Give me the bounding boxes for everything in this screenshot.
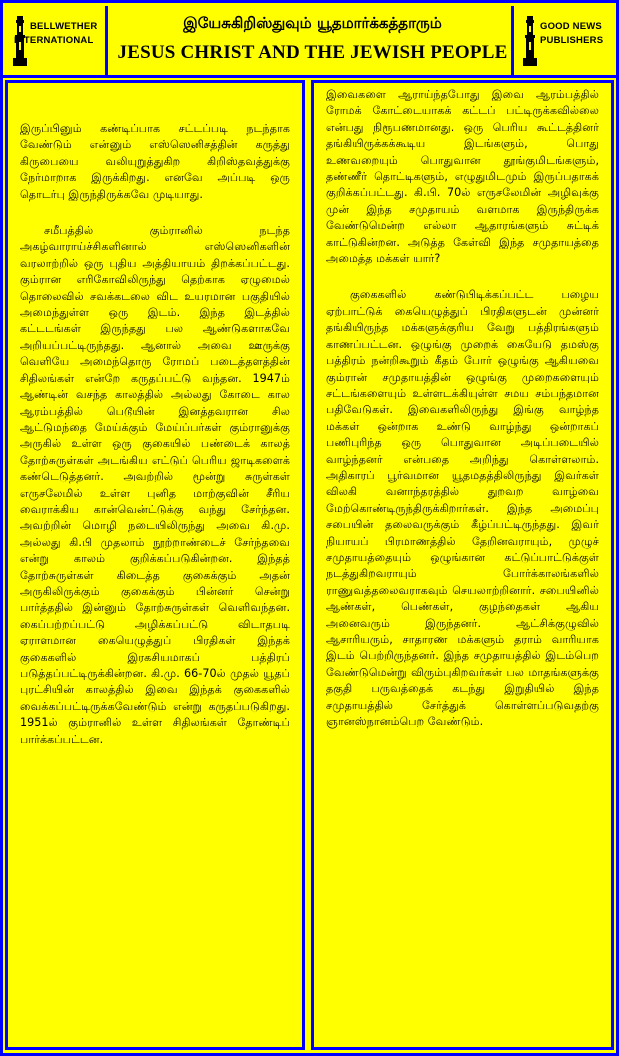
title-tamil: இயேசுகிறிஸ்துவும் யூதமார்க்கத்தாரும் <box>183 14 442 32</box>
right-column <box>311 80 614 1050</box>
left-paragraph-2: சமீபத்தில் கும்ரானில் நடந்த அகழ்வாராய்ச்சிகளினால் எஸ்ஸெனிகளின் வரலாற்றில் ஒரு புதிய அத்தியாயம் திறக்கப்பட்டது. கும்ரான எரிகோவிலிருந்து தெற்காக ஏழுமைல் தொலைவில் சவக்கடலை விட உயரமான பகுதியில் அமைந்துள்ள ஒரு இடம். இந்த இடத்தில் கட்டடங்கள் இருந்தது பல ஆண்டுகளாகவே அறியப்பட்டிருந்தது. ஆனால் அவை ஊருக்கு வெளியே அமைந்தொரு ரோமப் படைத்தளத்தின் சிதிலங்கள் என்றே கருதப்பட்டு வந்தன. 1947ம் ஆண்டின் வசந்த காலத்தில் அல்லது கோடை கால ஆரம்பத்தில் பெடூயின் இனத்தவரான சில ஆட்டுமந்தை மேய்க்கும் மேய்ப்பர்கள் கும்ரானுக்கு அருகில் உள்ள ஒரு குகையில் பண்டைக் காலத் தோற்சுருள்கள் அடங்கிய எட்டுப் பெரிய ஜாடிகளைக் கண்டெடுத்தனர். அவற்றில் மூன்று சுருள்கள் எருசலேமில் உள்ள புனித மாற்குவின் சீரிய வைராக்கிய கான்வென்ட்டுக்கு வந்து சேர்ந்தன. அவற்றின் மொழி நடையிலிருந்து அவை கி.மு. அல்லது கி.பி முதலாம் நூற்றாண்டைச் சேர்ந்தவை என்று காலம் குறிக்கப்படுகின்றன. இந்தத் தோற்சுருள்கள் கிடைத்த குகைக்கும் அதன் அருகிலிருக்கும் குகைக்கும் பின்னர் சென்று பார்த்ததில் இன்னும் தோற்சுருள்கள் வெளிவந்தன. கைப்பற்றப்பட்டு அழிக்கப்பட்டு விடாதபடி ஏராளமான கையெழுத்துப் பிரதிகள் இந்தக் குகைகளில் இரகசியமாகப் பத்திரப் படுத்தப்பட்டிருக்கின்றன. கி.மு. 66-70ல் முதல் யூதப் புரட்சியின் காலத்தில் இவை இந்தக் குகைகளில் வைக்கப்பட்டிருக்கவேண்டும் என்று கருதப்படுகிறது. 1951ல் கும்ரானில் உள்ள சிதிலங்கள் தோண்டிப் பார்க்கப்பட்டன. <box>20 224 290 746</box>
header-banner <box>0 0 619 78</box>
goodnews-line2: PUBLISHERS <box>540 35 604 46</box>
goodnews-logo <box>511 6 613 78</box>
left-column <box>5 80 305 1050</box>
tower-icon <box>522 16 538 66</box>
title-block <box>111 6 514 78</box>
title-english: JESUS CHRIST AND THE JEWISH PEOPLE <box>117 42 508 63</box>
bellwether-line2: INTERNATIONAL <box>14 35 94 46</box>
goodnews-line1: GOOD NEWS <box>540 21 602 32</box>
right-paragraph-2: குகைகளில் கண்டுபிடிக்கப்பட்ட பழைய ஏற்பாட்டுக் கையெழுத்துப் பிரதிகளுடன் முன்னர் தங்கியிருந்த மக்களுக்குரிய வேறு பத்திரங்களும் காணப்பட்டன. ஒழுங்கு முறைக் கையேடு தமஸ்கு பத்திரம் நன்றிகூறும் கீதம் போர் ஒழுங்கு ஆகியவை கும்ரான் சமுதாயத்தின் ஒழுங்கு முறைகளையும் சட்டங்களையும் உள்ளடக்கியுள்ள சமய சம்பந்தமான பதிவேடுகள். இவைகளிலிருந்து இங்கு வாழ்ந்த மக்கள் ஒன்றாக உண்டு வாழ்ந்து ஒன்றாகப் பணிபுரிந்த ஒரு பொதுவான அடிப்படையில் வாழ்ந்தனர் என்பதை அறிந்து கொள்ளலாம். அதிகாரப் பூர்வமான யூதமதத்திலிருந்து இவர்கள் விலகி வனாந்தரத்தில் துறவற வாழ்வை மேற்கொண்டிருந்திருக்கிறார்கள். இந்த அமைப்பு சபையின் தலைவருக்கும் கீழ்ப்பட்டிருந்தது. இவர் நியாயப் பிரமாணத்தில் தேறினவராயும், முழுச் சமுதாயத்தையும் ஒழுங்கான கட்டுப்பாட்டுக்குள் நடத்துகிறவராயும் போர்க்காலங்களில் ராணுவத்தலைவராகவும் செயலாற்றினார். சபையினில் ஆண்கள், பெண்கள், குழந்தைகள் ஆகிய அனைவரும் இருந்தனர். ஆட்சிக்குழுவில் ஆசாரியரும், சாதாரண மக்களும் தராம் வாரியாக இடம் பெற்றிருந்தனர். இந்த சமுதாயத்தில் இடம்பெற வேண்டுமென்று விரும்புகிறவர்கள் பல மாதங்களுக்கு தகுதி பருவத்தைக் கடந்து இறுதியில் இந்த சமுதாயத்தில் சேர்த்துக் கொள்ளப்படுவதற்கு ஞானஸ்நானம்பெற வேண்டும். <box>326 288 599 729</box>
bellwether-logo <box>6 6 108 78</box>
right-paragraph-1: இவைகளை ஆராய்ந்தபோது இவை ஆரம்பத்தில் ரோமக் கோட்டையாகக் கட்டப் பட்டிருக்கவில்லை என்பது நிரூபணமானது. ஒரு பெரிய கூட்டத்தினர் தங்கியிருக்கக்கூடிய இடங்களும், பொது உணவறையும் பொதுவான தூங்குமிடங்களும், தண்ணீர் தொட்டிகளும், எழுதுமிடமும் இருப்பதாகக் குறிக்கப்பட்டது. கி.பி. 70ல் எருசலேமின் அழிவுக்கு முன் இந்த சமுதாயம் வளமாக இருந்திருக்க வேண்டுமென்ற எல்லா ஆதாரங்களும் சுட்டிக் காட்டுகின்றன. அடுத்த கேள்வி இந்த சமுதாயத்தை அமைத்த மக்கள் யார்? <box>326 88 599 266</box>
bellwether-line1: BELLWETHER <box>30 21 98 32</box>
left-paragraph-1: இருப்பினும் கண்டிப்பாக சட்டப்படி நடந்தாக வேண்டும் என்னும் எஸ்ஸெனிசத்தின் கருத்து கிருபையை வலியுறுத்துகிற கிறிஸ்தவத்துக்கு நேர்மாறாக இருக்கிறது. எனவே அப்படி ஒரு தொடர்பு இருந்திருக்கவே முடியாது. <box>20 122 290 201</box>
